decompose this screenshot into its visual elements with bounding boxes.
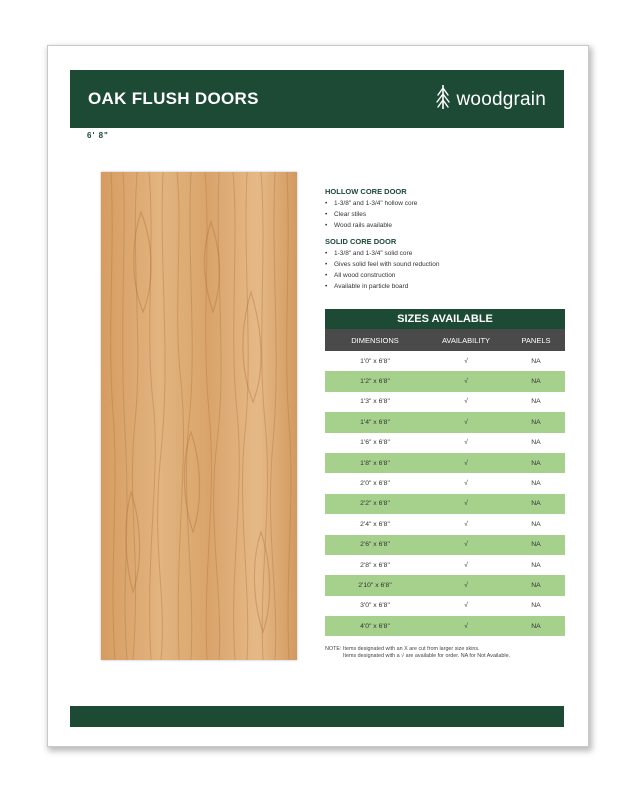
table-row	[325, 514, 565, 534]
availability-cell: √	[464, 378, 468, 386]
dimension-cell: 1'6" x 6'8"	[360, 439, 390, 447]
feature-item: • All wood construction	[325, 271, 565, 282]
panels-cell: NA	[531, 459, 541, 467]
panels-cell: NA	[531, 581, 541, 589]
footer-bar	[70, 706, 564, 727]
sizes-table	[325, 309, 565, 636]
column-header-dimensions: DIMENSIONS	[351, 335, 399, 345]
hollow-core-title: HOLLOW CORE DOOR	[325, 187, 407, 196]
table-row	[325, 473, 565, 493]
availability-cell: √	[464, 561, 468, 569]
dimension-cell: 2'8" x 6'8"	[360, 561, 390, 569]
sizes-table-title: SIZES AVAILABLE	[325, 309, 565, 329]
brand-logo	[435, 84, 546, 115]
dimension-cell: 2'2" x 6'8"	[360, 500, 390, 508]
footnote	[325, 646, 565, 660]
sizes-table-body	[325, 351, 565, 636]
panels-cell: NA	[531, 418, 541, 426]
column-header-panels: PANELS	[521, 335, 551, 345]
table-row	[325, 371, 565, 391]
panels-cell: NA	[531, 398, 541, 406]
table-row	[325, 412, 565, 432]
dimension-cell: 2'4" x 6'8"	[360, 520, 390, 528]
dimension-cell: 2'6" x 6'8"	[360, 541, 390, 549]
panels-cell: NA	[531, 439, 541, 447]
sizes-table-header	[325, 329, 565, 351]
table-row	[325, 575, 565, 595]
panels-cell: NA	[531, 602, 541, 610]
availability-cell: √	[464, 602, 468, 610]
table-row	[325, 596, 565, 616]
column-header-availability: AVAILABILITY	[441, 335, 491, 345]
availability-cell: √	[464, 500, 468, 508]
footnote-line-1: NOTE: Items designated with an X are cut from larger size skins.	[325, 646, 480, 652]
solid-core-title: SOLID CORE DOOR	[325, 237, 397, 247]
dimension-cell: 1'2" x 6'8"	[360, 378, 390, 386]
panels-cell: NA	[531, 357, 541, 365]
table-row	[325, 555, 565, 575]
panels-cell: NA	[531, 541, 541, 549]
feature-item: • 1-3/8" and 1-3/4" solid core	[325, 249, 565, 260]
panels-cell: NA	[531, 561, 541, 569]
availability-cell: √	[464, 581, 468, 589]
dimension-cell: 3'0" x 6'8"	[360, 602, 390, 610]
dimension-cell: 4'0" x 6'8"	[360, 622, 390, 630]
availability-cell: √	[464, 520, 468, 528]
table-row	[325, 453, 565, 473]
availability-cell: √	[464, 418, 468, 426]
panels-cell: NA	[531, 622, 541, 630]
dimension-cell: 1'0" x 6'8"	[360, 357, 390, 365]
availability-cell: √	[464, 541, 468, 549]
panels-cell: NA	[531, 500, 541, 508]
table-row	[325, 392, 565, 412]
dimension-cell: 1'8" x 6'8"	[360, 459, 390, 467]
dimension-cell: 1'3" x 6'8"	[360, 398, 390, 406]
availability-cell: √	[464, 459, 468, 467]
footnote-line-2: Items designated with a √ are available for order. NA for Not Available.	[343, 653, 511, 659]
feature-item: • Available in particle board	[325, 282, 565, 293]
feature-item: • Wood rails available	[325, 221, 565, 232]
availability-cell: √	[464, 357, 468, 365]
solid-core-features	[325, 249, 565, 292]
panels-cell: NA	[531, 520, 541, 528]
brand-name: woodgrain	[456, 88, 546, 110]
hollow-core-features	[325, 199, 565, 231]
availability-cell: √	[464, 439, 468, 447]
dimension-cell: 2'10" x 6'8"	[358, 581, 392, 589]
header-bar	[70, 70, 564, 128]
oak-door-image	[101, 172, 297, 660]
table-row	[325, 351, 565, 371]
table-row	[325, 616, 565, 636]
door-details	[325, 187, 565, 299]
feature-item: • 1-3/8" and 1-3/4" hollow core	[325, 199, 565, 210]
table-row	[325, 494, 565, 514]
woodgrain-tree-icon	[435, 84, 451, 115]
panels-cell: NA	[531, 480, 541, 488]
availability-cell: √	[464, 398, 468, 406]
dimension-cell: 2'0" x 6'8"	[360, 480, 390, 488]
table-row	[325, 535, 565, 555]
feature-item: • Gives solid feel with sound reduction	[325, 260, 565, 271]
page-title: OAK FLUSH DOORS	[88, 89, 259, 108]
dimension-cell: 1'4" x 6'8"	[360, 418, 390, 426]
door-height-label: 6' 8"	[87, 131, 109, 140]
table-row	[325, 433, 565, 453]
availability-cell: √	[464, 480, 468, 488]
feature-item: • Clear stiles	[325, 210, 565, 221]
availability-cell: √	[464, 622, 468, 630]
panels-cell: NA	[531, 378, 541, 386]
